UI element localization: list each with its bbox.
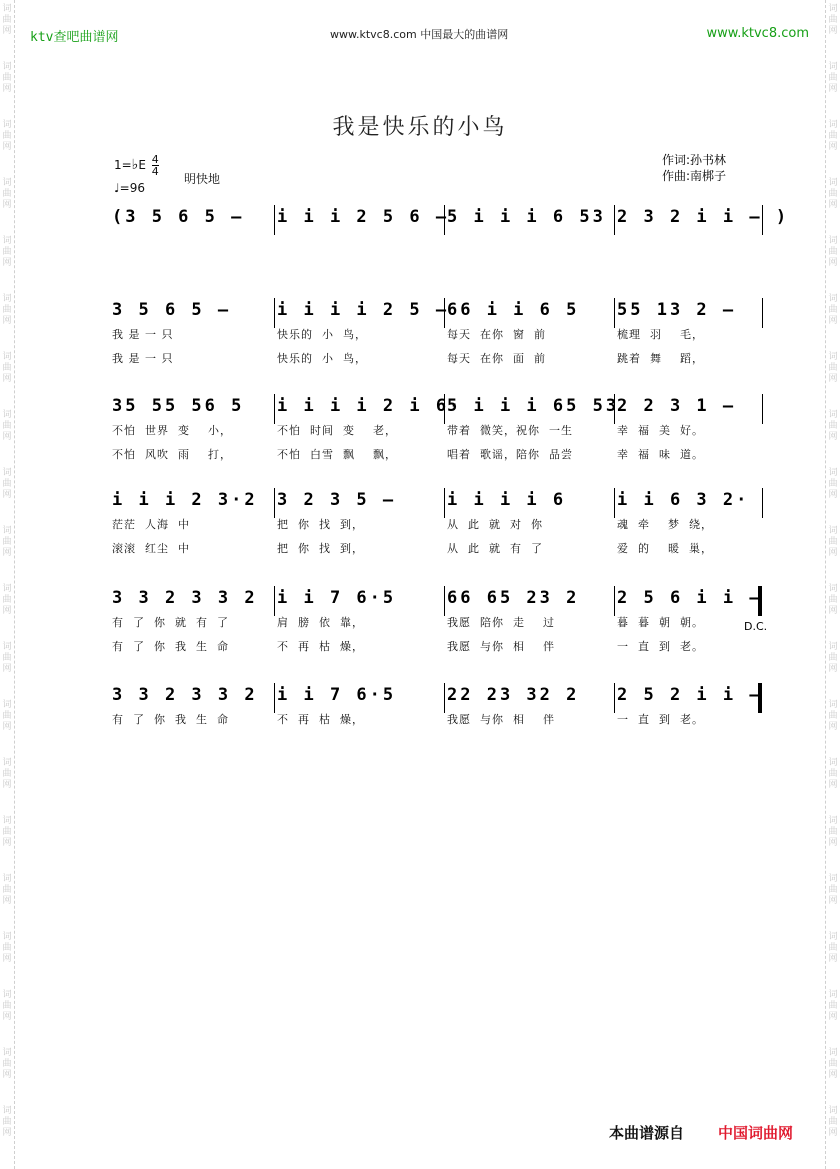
watermark-text: 词 曲 网 [2, 874, 12, 906]
measure-notes: 2 2 3 1 – [617, 396, 737, 416]
lyric-line-2: 快乐的 小 鸟， [277, 352, 367, 365]
bar-line [614, 298, 615, 328]
watermark-text: 词 曲 网 [2, 120, 12, 152]
tempo-marking [114, 181, 145, 195]
watermark-text: 词 曲 网 [2, 178, 12, 210]
lyric-line-2: 每天 在你 面 前 [447, 352, 546, 365]
lyric-line-1: 我愿 陪你 走 过 [447, 616, 555, 629]
measure-notes: (3 5 6 5 – [112, 207, 245, 227]
measure-notes: 22 23 32 2 [447, 685, 580, 705]
measure-notes: 2 5 2 i i – [617, 685, 763, 705]
watermark-text: 词 曲 网 [828, 178, 838, 210]
lyric-line-1: 我 是 一 只 [112, 328, 174, 341]
bar-line [274, 205, 275, 235]
watermark-text: 词 曲 网 [2, 758, 12, 790]
watermark-text: 词 曲 网 [2, 410, 12, 442]
lyric-line-2: 把 你 找 到， [277, 542, 364, 555]
bar-line [762, 488, 763, 518]
footer-site-link[interactable]: 中国词曲网 [718, 1124, 794, 1142]
bar-line [274, 394, 275, 424]
measure-notes: 5 i i i 6 53 [447, 207, 606, 227]
bar-line [444, 586, 445, 616]
measure-notes: 3 3 2 3 3 2 [112, 685, 258, 705]
measure-notes: i i 6 3 2· [617, 490, 750, 510]
score-system [112, 300, 764, 365]
watermark-text: 词 曲 网 [828, 932, 838, 964]
watermark-text: 词 曲 网 [2, 584, 12, 616]
measure-notes: i i 7 6·5 [277, 588, 397, 608]
watermark-text: 词 曲 网 [828, 758, 838, 790]
measure-notes: i i i i 6 [447, 490, 567, 510]
lyric-line-2: 从 此 就 有 了 [447, 542, 543, 555]
lyric-line-2: 跳着 舞 蹈， [617, 352, 704, 365]
bar-line [444, 488, 445, 518]
watermark-text: 词 曲 网 [2, 352, 12, 384]
watermark-text: 词 曲 网 [828, 526, 838, 558]
key-note: E [138, 158, 146, 172]
da-capo-mark: D.C. [744, 620, 768, 633]
watermark-text: 词 曲 网 [828, 584, 838, 616]
watermark-text: 词 曲 网 [828, 1106, 838, 1138]
measure-notes: i i i i 2 i 6· [277, 396, 463, 416]
time-signature [152, 154, 159, 177]
watermark-text: 词 曲 网 [828, 468, 838, 500]
measure-notes: 3 2 3 5 – [277, 490, 397, 510]
measure-notes: i i i i 2 5 – [277, 300, 450, 320]
watermark-text: 词 曲 网 [828, 1048, 838, 1080]
lyric-line-1: 有 了 你 就 有 了 [112, 616, 229, 629]
watermark-text: 词 曲 网 [2, 294, 12, 326]
lyric-line-1: 把 你 找 到， [277, 518, 364, 531]
lyric-line-2: 唱着 歌谣，陪你 品尝 [447, 448, 573, 461]
watermark-text: 词 曲 网 [2, 700, 12, 732]
header-url-link[interactable]: www.ktvc8.com [706, 26, 809, 41]
lyric-line-1: 每天 在你 窗 前 [447, 328, 546, 341]
lyric-line-1: 一 直 到 老。 [617, 713, 704, 726]
watermark-text: 词 曲 网 [2, 236, 12, 268]
lyric-line-2: 不 再 枯 燥， [277, 640, 364, 653]
measure-notes: 3 3 2 3 3 2 [112, 588, 258, 608]
lyric-line-1: 茫茫 人海 中 [112, 518, 190, 531]
song-title: 我是快乐的小鸟 [332, 115, 508, 140]
bar-line [274, 298, 275, 328]
measure-notes: 5 i i i 65 53 [447, 396, 620, 416]
right-watermark-strip [825, 0, 840, 1169]
credits [662, 152, 726, 184]
lyricist: 作词:孙书林 [662, 153, 727, 167]
lyric-line-1: 从 此 就 对 你 [447, 518, 543, 531]
watermark-text: 词 曲 网 [2, 816, 12, 848]
measure-notes: 55 13 2 – [617, 300, 737, 320]
watermark-text: 词 曲 网 [828, 236, 838, 268]
watermark-text: 词 曲 网 [828, 294, 838, 326]
score-system [112, 490, 764, 555]
lyric-line-2: 滚滚 红尘 中 [112, 542, 190, 555]
time-bottom: 4 [151, 165, 159, 178]
expression-marking: 明快地 [184, 172, 221, 186]
lyric-line-1: 快乐的 小 鸟， [277, 328, 367, 341]
lyric-line-2: 不怕 白雪 飘 飘， [277, 448, 397, 461]
lyric-line-1: 梳理 羽 毛， [617, 328, 704, 341]
watermark-text: 词 曲 网 [828, 874, 838, 906]
lyric-line-2: 一 直 到 老。 [617, 640, 704, 653]
lyric-line-1: 我愿 与你 相 伴 [447, 713, 555, 726]
measure-notes: 2 3 2 i i – ) [617, 207, 790, 227]
watermark-text: 词 曲 网 [828, 120, 838, 152]
header-site-url[interactable]: www.ktvc8.com 中国最大的曲谱网 [330, 28, 509, 41]
time-top: 4 [151, 153, 159, 166]
bar-line [274, 488, 275, 518]
lyric-line-2: 爱 的 暖 巢， [617, 542, 713, 555]
bar-line [274, 683, 275, 713]
quarter-note-icon: ♩ [114, 181, 120, 195]
watermark-text: 词 曲 网 [2, 1106, 12, 1138]
watermark-text: 词 曲 网 [2, 1048, 12, 1080]
watermark-text: 词 曲 网 [828, 62, 838, 94]
measure-notes: 2 5 6 i i – [617, 588, 763, 608]
lyric-line-1: 带着 微笑，祝你 一生 [447, 424, 573, 437]
watermark-text: 词 曲 网 [2, 990, 12, 1022]
lyric-line-1: 不怕 时间 变 老， [277, 424, 397, 437]
bar-line [614, 488, 615, 518]
key-prefix: 1= [114, 158, 132, 172]
lyric-line-1: 不 再 枯 燥， [277, 713, 364, 726]
watermark-text: 词 曲 网 [828, 816, 838, 848]
flat-icon: ♭ [131, 157, 139, 173]
watermark-text: 词 曲 网 [2, 642, 12, 674]
watermark-text: 词 曲 网 [828, 642, 838, 674]
lyric-line-1: 暮 暮 朝 朝。 [617, 616, 704, 629]
watermark-text: 词 曲 网 [828, 700, 838, 732]
score-system [112, 207, 790, 233]
lyric-line-1: 不怕 世界 变 小， [112, 424, 232, 437]
measure-notes: 66 65 23 2 [447, 588, 580, 608]
bar-line [444, 683, 445, 713]
lyric-line-2: 不怕 风吹 雨 打， [112, 448, 232, 461]
footer-source-label: 本曲谱源自 [609, 1124, 685, 1142]
lyric-line-1: 有 了 你 我 生 命 [112, 713, 229, 726]
lyric-line-2: 我 是 一 只 [112, 352, 174, 365]
header-site-name[interactable]: ktv查吧曲谱网 [30, 30, 119, 45]
measure-notes: 3 5 6 5 – [112, 300, 232, 320]
watermark-text: 词 曲 网 [2, 4, 12, 36]
score-system [112, 685, 764, 726]
watermark-text: 词 曲 网 [828, 990, 838, 1022]
watermark-text: 词 曲 网 [828, 352, 838, 384]
bar-line [762, 394, 763, 424]
left-watermark-strip [0, 0, 15, 1169]
measure-notes: i i i 2 5 6 – [277, 207, 450, 227]
measure-notes: 66 i i 6 5 [447, 300, 580, 320]
lyric-line-2: 我愿 与你 相 伴 [447, 640, 555, 653]
bar-line [762, 298, 763, 328]
watermark-text: 词 曲 网 [2, 526, 12, 558]
measure-notes: i i 7 6·5 [277, 685, 397, 705]
bar-line [274, 586, 275, 616]
score-system [112, 396, 764, 461]
lyric-line-1: 魂 牵 梦 绕， [617, 518, 713, 531]
measure-notes: 35 55 56 5 [112, 396, 245, 416]
watermark-text: 词 曲 网 [2, 62, 12, 94]
lyric-line-2: 有 了 你 我 生 命 [112, 640, 229, 653]
watermark-text: 词 曲 网 [2, 468, 12, 500]
lyric-line-2: 幸 福 味 道。 [617, 448, 704, 461]
watermark-text: 词 曲 网 [828, 410, 838, 442]
tempo-value: =96 [119, 181, 145, 195]
lyric-line-1: 幸 福 美 好。 [617, 424, 704, 437]
bar-line [614, 586, 615, 616]
watermark-text: 词 曲 网 [828, 4, 838, 36]
watermark-text: 词 曲 网 [2, 932, 12, 964]
bar-line [614, 683, 615, 713]
bar-line [614, 205, 615, 235]
composer: 作曲:南梆子 [662, 169, 727, 183]
key-signature [114, 154, 159, 177]
lyric-line-1: 肩 膀 依 靠， [277, 616, 364, 629]
measure-notes: i i i 2 3·2 [112, 490, 258, 510]
